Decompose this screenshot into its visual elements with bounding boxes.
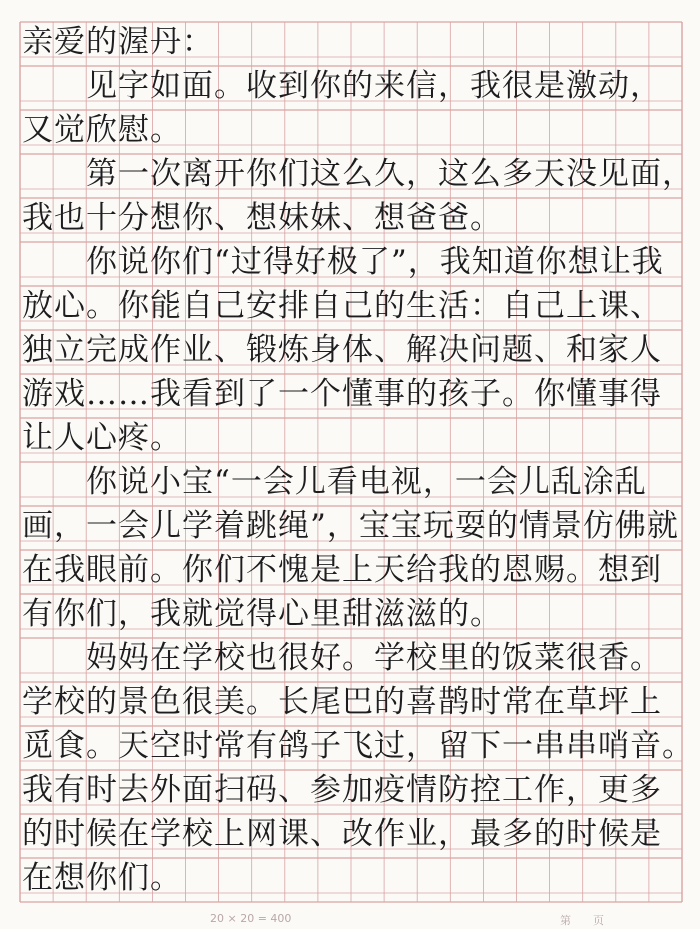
letter-line: 游戏……我看到了一个懂事的孩子。你懂事得	[22, 376, 662, 412]
letter-line: 画，一会儿学着跳绳”，宝宝玩耍的情景仿佛就	[22, 508, 679, 544]
letter-line: 让人心疼。	[22, 420, 182, 456]
letter-line: 亲爱的渥丹：	[22, 24, 214, 60]
letter-line: 我也十分想你、想妹妹、想爸爸。	[22, 200, 502, 236]
letter-line: 在想你们。	[22, 860, 182, 896]
letter-line: 你说小宝“一会儿看电视，一会儿乱涂乱	[22, 464, 647, 500]
letter-line: 第一次离开你们这么久，这么多天没见面，	[22, 156, 694, 192]
page-number-label: 第 页	[560, 914, 604, 927]
letter-line: 又觉欣慰。	[22, 112, 182, 148]
grid-size-label: 20 × 20 = 400	[210, 912, 292, 925]
letter-line: 觅食。天空时常有鸽子飞过，留下一串串哨音。	[22, 728, 694, 764]
paper-footer	[0, 909, 700, 929]
letter-line: 妈妈在学校也很好。学校里的饭菜很香。	[22, 640, 662, 676]
letter-line: 在我眼前。你们不愧是上天给我的恩赐。想到	[22, 552, 662, 588]
letter-line: 学校的景色很美。长尾巴的喜鹊时常在草坪上	[22, 684, 662, 720]
letter-line: 独立完成作业、锻炼身体、解决问题、和家人	[22, 332, 662, 368]
letter-line: 见字如面。收到你的来信，我很是激动，	[22, 68, 662, 104]
letter-line: 有你们，我就觉得心里甜滋滋的。	[22, 596, 502, 632]
letter-line: 的时候在学校上网课、改作业，最多的时候是	[22, 816, 662, 852]
letter-line: 我有时去外面扫码、参加疫情防控工作，更多	[22, 772, 662, 808]
letter-line: 放心。你能自己安排自己的生活：自己上课、	[22, 288, 662, 324]
letter-line: 你说你们“过得好极了”，我知道你想让我	[22, 244, 664, 280]
